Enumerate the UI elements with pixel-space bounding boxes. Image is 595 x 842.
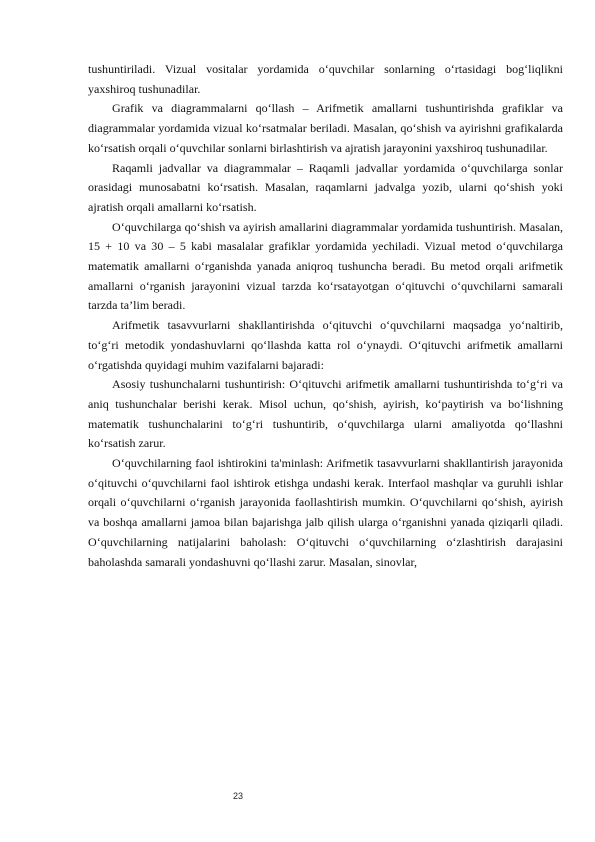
paragraph: Grafik va diagrammalarni qo‘llash – Arifmetik amallarni tushuntirishda grafiklar va diagrammalar yordamida vizual ko‘rsatmalar beriladi. Masalan, qo‘shish va ayirishni grafikalarda ko‘rsatish orqali o‘quvchilar sonlarni birlashtirish va ajratish jarayonini yaxshiroq tushunadilar. <box>88 101 563 155</box>
paragraph: Raqamli jadvallar va diagrammalar – Raqamli jadvallar yordamida o‘quvchilarga sonlar orasidagi munosabatni ko‘rsatish. Masalan, raqamlarni jadvalga yozib, ularni qo‘shish yoki ajratish orqali amallarni ko‘rsatish. <box>88 160 563 214</box>
paragraph: Arifmetik tasavvurlarni shakllantirishda o‘qituvchi o‘quvchilarni maqsadga yo‘naltirib, to‘g‘ri metodik yondashuvlarni qo‘llashda katta rol o‘ynaydi. O‘qituvchi arifmetik amallarni o‘rgatishda quyidagi muhim vazifalarni bajaradi: <box>88 318 563 372</box>
paragraph: Asosiy tushunchalarni tushuntirish: O‘qituvchi arifmetik amallarni tushuntirishda to‘g‘ri va aniq tushunchalar berishi kerak. Misol uchun, qo‘shish, ayirish, ko‘paytirish va bo‘lishning matematik tushunchalarini to‘g‘ri tushuntirib, o‘quvchilarga ularni amaliyotda qo‘llashni ko‘rsatish zarur. <box>88 377 563 451</box>
paragraph: tushuntiriladi. Vizual vositalar yordamida o‘quvchilar sonlarning o‘rtasidagi bog‘liqlikni yaxshiroq tushunadilar. <box>88 62 563 96</box>
paragraph: O‘quvchilarga qo‘shish va ayirish amallarini diagrammalar yordamida tushuntirish. Masalan, 15 + 10 va 30 – 5 kabi masalalar grafiklar yordamida yechiladi. Vizual metod o‘quvchilarga matematik amallarni o‘rganishda yanada aniqroq tushuncha beradi. Bu metod orqali arifmetik amallarni o‘rganish jarayonini vizual tarzda ko‘rsatayotgan o‘qituvchi o‘quvchilarni samarali tarzda ta’lim beradi. <box>88 219 563 313</box>
paragraph: O‘quvchilarning faol ishtirokini ta'minlash: Arifmetik tasavvurlarni shakllantirish jarayonida o‘qituvchi o‘quvchilarni faol ishtirok etishga undashi kerak. Interfaol mashqlar va guruhli ishlar orqali o‘quvchilarni o‘rganish jarayonida faollashtirish mumkin. O‘quvchilarni qo‘shish, ayirish va boshqa amallarni jamoa bilan bajarishga jalb qilish ularga o‘rganishni yanada qiziqarli qiladi. O‘quvchilarning natijalarini baholash: O‘qituvchi o‘quvchilarning o‘zlashtirish darajasini baholashda samarali yondashuvni qo‘llashi zarur. Masalan, sinovlar, <box>88 456 563 569</box>
page-number: 23 <box>232 791 243 801</box>
document-body <box>88 60 563 572</box>
